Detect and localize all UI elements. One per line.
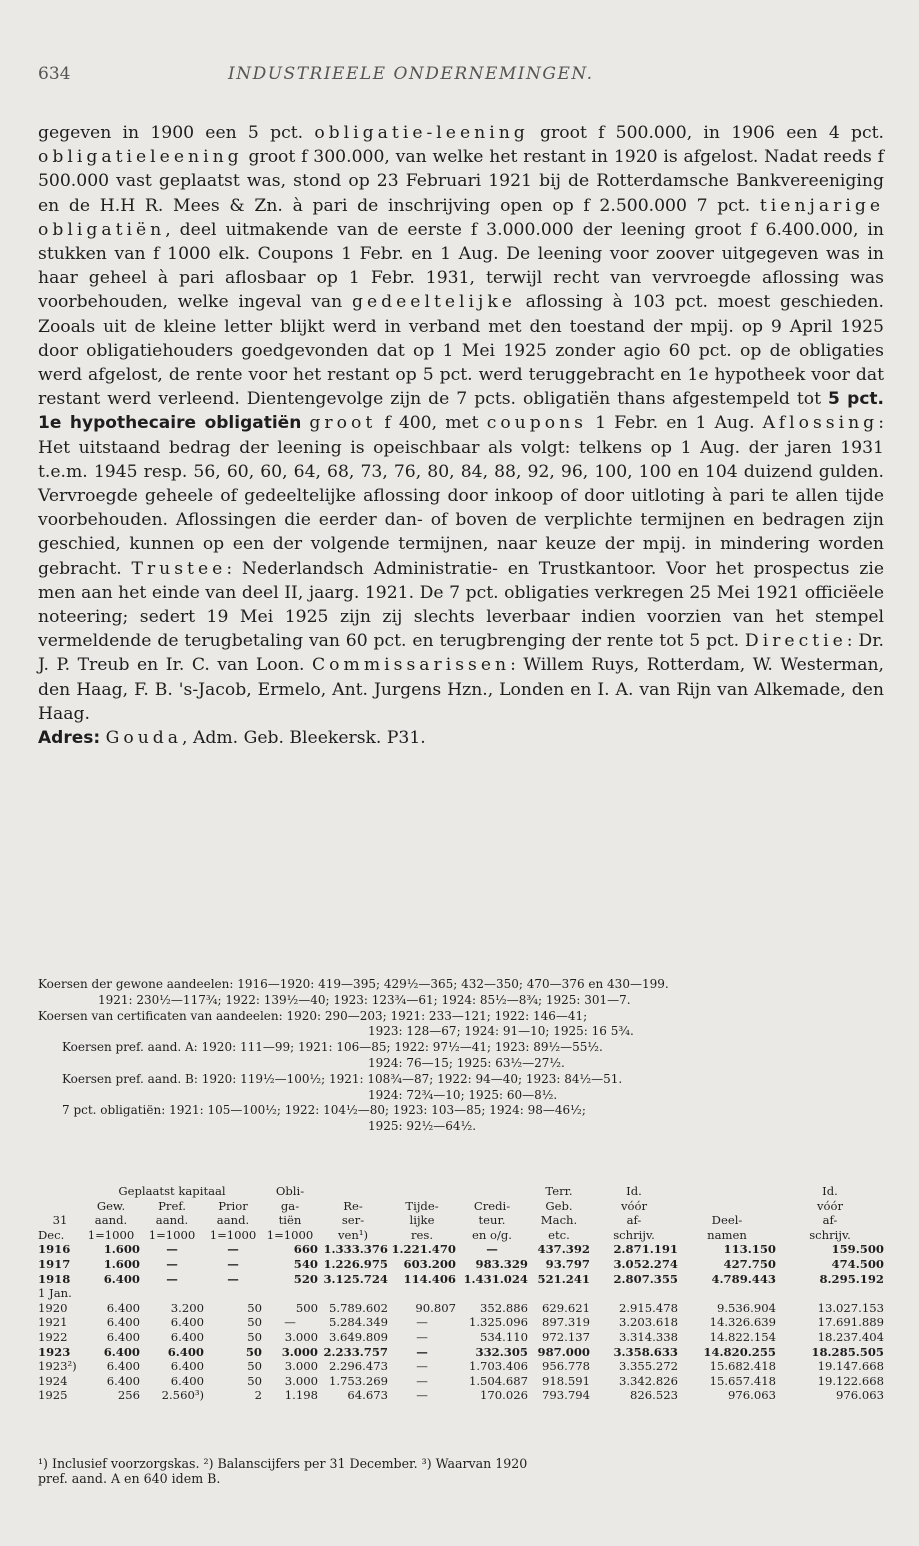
table-cell: 2: [254, 1388, 262, 1403]
table-header-cell: ga-: [280, 1198, 300, 1213]
table-header-cell: Credi-: [473, 1198, 511, 1213]
table-cell: —: [416, 1359, 428, 1374]
spaced-text: Commissarissen: [312, 655, 511, 676]
table-cell: 3.000: [281, 1344, 318, 1359]
table-header-cell: Obli-: [275, 1184, 305, 1198]
table-cell: 50: [247, 1359, 262, 1374]
table-header-cell: Pref.: [158, 1198, 186, 1213]
table-cell: 1.221.470: [391, 1242, 456, 1257]
table-cell: 972.137: [542, 1329, 590, 1344]
table-cell: 13.027.153: [817, 1300, 884, 1315]
text-run: f 400, met: [376, 413, 487, 434]
table-header-cell: 1=1000: [266, 1227, 314, 1242]
table-row: [38, 1257, 884, 1272]
table-cell: 19.122.668: [817, 1373, 884, 1388]
table-header-cell: teur.: [478, 1213, 506, 1228]
table-header-cell: [678, 1184, 776, 1199]
table-year-cell: 1922: [38, 1329, 68, 1344]
table-cell: 9.536.904: [716, 1300, 776, 1315]
table-cell: 540: [293, 1256, 318, 1271]
table-cell: 50: [247, 1300, 262, 1315]
spaced-text: coupons: [486, 413, 587, 434]
spaced-text: obligatieleening: [38, 147, 243, 168]
table-cell: 521.241: [537, 1271, 590, 1286]
table-year-cell: 1925: [38, 1388, 68, 1403]
table-year-cell: 1920: [38, 1300, 68, 1315]
table-cell: —: [166, 1256, 178, 1271]
footnote-line: pref. aand. A en 640 idem B.: [38, 1471, 221, 1487]
table-header-cell: en o/g.: [471, 1227, 512, 1242]
table-cell: 6.400: [167, 1344, 204, 1359]
table-cell: —: [486, 1242, 498, 1257]
table-cell: 918.591: [542, 1373, 590, 1388]
table-header-cell: Dec.: [38, 1227, 65, 1242]
table-cell: 15.657.418: [709, 1373, 776, 1388]
table-header-cell: 1=1000: [209, 1227, 257, 1242]
table-cell: 4.789.443: [711, 1271, 776, 1286]
price-line: 1921: 230½—117¾; 1922: 139½—40; 1923: 123¾—61; 1924: 85½—8¾; 1925: 301—7.: [98, 992, 631, 1007]
text-run: groot f 500.000, in 1906 een 4 pct.: [528, 123, 884, 143]
price-line: Koersen van certificaten van aandeelen: 1920: 290—203; 1921: 233—121; 1922: 146—41;: [38, 1008, 588, 1023]
table-cell: 3.000: [284, 1359, 318, 1374]
table-cell: 6.400: [106, 1359, 140, 1374]
table-header-cell: Deel-: [711, 1213, 743, 1228]
spaced-text: tienjarige obligatiën: [38, 195, 884, 240]
table-row: [38, 1359, 884, 1374]
table-cell: —: [416, 1388, 428, 1403]
table-cell: 2.807.355: [613, 1271, 678, 1286]
table-row: [38, 1330, 884, 1345]
running-title: INDUSTRIEELE ONDERNEMINGEN.: [228, 64, 594, 84]
address-label: Adres:: [38, 728, 101, 749]
table-cell: [318, 1286, 388, 1301]
table-cell: [262, 1286, 318, 1301]
table-cell: 113.150: [723, 1242, 776, 1257]
table-header-cell: [318, 1184, 388, 1199]
body-paragraph: [38, 121, 884, 750]
table-header-cell: Terr.: [545, 1184, 573, 1198]
table-cell: 6.400: [106, 1373, 140, 1388]
table-header-cell: schrijv.: [613, 1227, 655, 1242]
table-cell: —: [166, 1271, 178, 1286]
table-cell: 956.778: [542, 1359, 590, 1374]
price-line: 7 pct. obligatiën: 1921: 105—100½; 1922: 104½—80; 1923: 103—85; 1924: 98—46½;: [62, 1103, 586, 1118]
table-cell: 159.500: [831, 1242, 884, 1257]
table-row: [38, 1272, 884, 1287]
table-cell: 520: [293, 1271, 318, 1286]
table-cell: 6.400: [106, 1315, 140, 1330]
table-cell: 50: [247, 1373, 262, 1388]
table-header-cell: [456, 1184, 528, 1199]
table-year-cell: 1923: [38, 1344, 71, 1359]
price-line: 1924: 76—15; 1925: 63½—27½.: [368, 1055, 565, 1070]
table-header-cell: [38, 1199, 82, 1214]
text-run: 1 Febr. en 1 Aug.: [586, 413, 763, 434]
table-header-cell: af-: [822, 1213, 838, 1228]
table-cell: 983.329: [475, 1256, 528, 1271]
table-cell: 6.400: [106, 1329, 140, 1344]
table-header-cell: lijke: [409, 1213, 435, 1228]
table-row: [38, 1374, 884, 1389]
table-header-cell: Re-: [343, 1198, 363, 1213]
table-cell: —: [416, 1315, 428, 1330]
table-header-row: [38, 1199, 884, 1214]
table-cell: 474.500: [831, 1256, 884, 1271]
spaced-text: Gouda: [105, 728, 183, 749]
table-cell: 8.295.192: [819, 1271, 884, 1286]
table-header-cell: af-: [626, 1213, 642, 1228]
table-cell: 14.822.154: [709, 1329, 776, 1344]
price-line: 1924: 72¾—10; 1925: 60—8½.: [368, 1087, 558, 1102]
table-cell: 93.797: [545, 1256, 590, 1271]
table-cell: 987.000: [537, 1344, 590, 1359]
table-year-cell: 1916: [38, 1242, 71, 1257]
table-year-cell: 1921: [38, 1315, 68, 1330]
table-cell: 793.794: [542, 1388, 590, 1403]
table-cell: 976.063: [728, 1388, 776, 1403]
text-run: : Dr. J. P. Treub en Ir. C. van Loon.: [38, 631, 884, 676]
table-cell: 1.333.376: [323, 1242, 388, 1257]
table-year-cell: 1918: [38, 1271, 71, 1286]
table-header-cell: tiën: [278, 1213, 302, 1228]
table-cell: 114.406: [403, 1271, 456, 1286]
table-cell: 500: [295, 1300, 318, 1315]
table-header-cell: Geb.: [545, 1198, 573, 1213]
table-cell: 3.000: [284, 1329, 318, 1344]
table-cell: 1.600: [103, 1256, 140, 1271]
spaced-text: obligatie-leening: [314, 123, 529, 143]
table-cell: 3.052.274: [613, 1256, 678, 1271]
table-cell: [456, 1286, 528, 1301]
table-header-cell: ven¹): [337, 1227, 369, 1242]
table-cell: 6.400: [170, 1315, 204, 1330]
table-cell: 5.284.349: [328, 1315, 388, 1330]
table-cell: 2.233.757: [323, 1344, 388, 1359]
table-cell: 3.342.826: [618, 1373, 678, 1388]
table-header-cell: [38, 1184, 82, 1199]
table-cell: 6.400: [103, 1344, 140, 1359]
table-row: [38, 1388, 884, 1403]
capital-table: [38, 1184, 884, 1403]
table-header-cell: aand.: [216, 1213, 250, 1228]
table-cell: 6.400: [103, 1271, 140, 1286]
table-year-cell: 1 Jan.: [38, 1286, 72, 1301]
table-header-cell: 31: [52, 1213, 68, 1228]
table-cell: 3.200: [170, 1300, 204, 1315]
text-run: groot f 300.000, van welke het restant in 1920 is afgelost. Nadat reeds f 500.000 vast geplaatst was, stond op 23 Februari 1921 bij de Rotterdamsche Bankvereeniging en de H.H R. Mees & Zn. à pari de inschrijving open op f 2.500.000 7 pct.: [38, 147, 884, 216]
table-cell: 427.750: [723, 1256, 776, 1271]
table-header-row: [38, 1213, 884, 1228]
table-cell: 6.400: [106, 1300, 140, 1315]
table-cell: —: [416, 1329, 428, 1344]
table-cell: 14.820.255: [703, 1344, 776, 1359]
page-number: 634: [38, 64, 71, 84]
text-run: , Adm. Geb. Bleekersk. P31.: [182, 728, 426, 749]
spaced-text: Trustee: [131, 558, 227, 579]
table-cell: 3.649.809: [328, 1329, 388, 1344]
table-cell: 976.063: [836, 1388, 884, 1403]
table-cell: 6.400: [170, 1329, 204, 1344]
table-cell: 19.147.668: [817, 1359, 884, 1374]
table-cell: 18.237.404: [817, 1329, 884, 1344]
table-cell: 2.871.191: [613, 1242, 678, 1257]
table-year-cell: 1917: [38, 1256, 71, 1271]
table-cell: —: [416, 1373, 428, 1388]
table-cell: 1.504.687: [468, 1373, 528, 1388]
table-cell: 64.673: [347, 1388, 388, 1403]
table-header-cell: Id.: [626, 1184, 642, 1198]
table-row: [38, 1242, 884, 1257]
table-cell: —: [166, 1242, 178, 1257]
table-cell: 332.305: [475, 1344, 528, 1359]
table-cell: 1.431.024: [463, 1271, 528, 1286]
table-header-cell: namen: [707, 1227, 747, 1242]
table-row: [38, 1286, 884, 1301]
spaced-text: groot: [309, 413, 377, 434]
table-header-cell: vóór: [816, 1198, 844, 1213]
price-line: 1923: 128—67; 1924: 91—10; 1925: 16 5¾.: [368, 1024, 634, 1039]
table-cell: 50: [245, 1344, 262, 1359]
table-cell: 15.682.418: [709, 1359, 776, 1374]
table-cell: 603.200: [403, 1256, 456, 1271]
table-cell: 629.621: [542, 1300, 590, 1315]
table-header-cell: Geplaatst kapitaal: [118, 1184, 226, 1198]
table-cell: 1.600: [103, 1242, 140, 1257]
table-cell: [82, 1286, 140, 1301]
table-cell: 437.392: [537, 1242, 590, 1257]
table-row: [38, 1345, 884, 1360]
text-run: : Willem Ruys, Rotterdam, W. Westerman, den Haag, F. B. 's-Jacob, Ermelo, Ant. Jurgens Hzn., Londen en I. A. van Rijn van Alkemade, den Haag.: [38, 655, 885, 724]
table-cell: 90.807: [415, 1300, 456, 1315]
table-cell: 50: [247, 1329, 262, 1344]
table-cell: 14.326.639: [709, 1315, 776, 1330]
table-year-cell: 1924: [38, 1373, 68, 1388]
footnote-line: ¹) Inclusief voorzorgskas. ²) Balanscijfers per 31 December. ³) Waarvan 1920: [38, 1456, 528, 1471]
table-header-cell: Mach.: [540, 1213, 578, 1228]
page-header: [38, 64, 884, 88]
table-cell: 1.198: [284, 1388, 318, 1403]
table-cell: 6.400: [170, 1373, 204, 1388]
table-header-cell: aand.: [94, 1213, 128, 1228]
bold-text: 5 pct. 1e hypothecaire obligatiën: [38, 389, 885, 434]
table-header-cell: Prior: [218, 1198, 248, 1213]
table-header-cell: Id.: [822, 1184, 838, 1198]
table-cell: 18.285.505: [811, 1344, 884, 1359]
table-cell: 17.691.889: [817, 1315, 884, 1330]
text-run: gegeven in 1900 een 5 pct.: [38, 123, 315, 143]
table-header-cell: Tijde-: [405, 1198, 439, 1213]
table-cell: 1.325.096: [468, 1315, 528, 1330]
table-cell: [776, 1286, 884, 1301]
table-cell: 2.296.473: [328, 1359, 388, 1374]
table-cell: [388, 1286, 456, 1301]
table-year-cell: 1923²): [38, 1359, 77, 1374]
table-cell: 1.226.975: [323, 1256, 388, 1271]
table-cell: 6.400: [170, 1359, 204, 1374]
table-cell: —: [227, 1271, 239, 1286]
table-cell: 3.203.618: [618, 1315, 678, 1330]
table-cell: 5.789.602: [328, 1300, 388, 1315]
table-header-cell: [388, 1184, 456, 1199]
table-cell: [140, 1286, 204, 1301]
text-run: : Het uitstaand bedrag der leening is opeischbaar als volgt: telkens op 1 Aug. der jaren 1931 t.e.m. 1945 resp. 56, 60, 60, 64, 68, 73, 76, 80, 84, 88, 92, 96, 100, 100 en 104 duizend gulden. Vervroegde geheele of gedeeltelijke aflossing door inkoop of door uitloting à pari te allen tijde voorbehouden. Aflossingen die eerder dan- of boven de verplichte termijnen en bedragen zijn geschied, kunnen op een der volgende termijnen, naar keuze der mpij. in mindering worden gebracht.: [38, 413, 884, 579]
table-cell: 2.560³): [161, 1388, 204, 1403]
table-cell: [678, 1286, 776, 1301]
price-line: 1925: 92½—64½.: [368, 1119, 477, 1134]
table-cell: 256: [117, 1388, 140, 1403]
table-header-row: [38, 1228, 884, 1243]
table-cell: [204, 1286, 262, 1301]
table-header-cell: 1=1000: [148, 1227, 196, 1242]
table-body: [38, 1242, 884, 1403]
price-history: [38, 977, 884, 1135]
spaced-text: gedeeltelijke: [351, 292, 516, 313]
spaced-text: Aflossing: [762, 413, 879, 434]
table-cell: 3.125.724: [323, 1271, 388, 1286]
table-cell: 2.915.478: [618, 1300, 678, 1315]
text-run: : Nederlandsch Administratie- en Trustkantoor. Voor het prospectus zie men aan het einde van deel II, jaarg. 1921. De 7 pct. obligaties verkregen 25 Mei 1921 officiëele noteering; sedert 19 Mei 1925 zijn zij slechts leverbaar indien voorzien van het stempel vermeldende de terugbetaling van 60 pct. en terugbrenging der rente tot 5 pct.: [38, 558, 884, 652]
price-line: Koersen der gewone aandeelen: 1916—1920: 419—395; 429½—365; 432—350; 470—376 en 430—199.: [38, 977, 669, 991]
table-cell: 1.753.269: [328, 1373, 388, 1388]
table-cell: 352.886: [480, 1300, 528, 1315]
table-row: [38, 1315, 884, 1330]
table-cell: 897.319: [542, 1315, 590, 1330]
text-run: aflossing à 103 pct. moest geschieden. Zooals uit de kleine letter blijkt werd in verband met den toestand der mpij. op 9 April 1925 door obligatiehouders goedgevonden dat op 1 Mei 1925 zonder agio 60 pct. op de obligaties werd afgelost, de rente voor het restant op 5 pct. werd teruggebracht en 1e hypotheek voor dat restant werd verleend. Dientengevolge zijn de 7 pcts. obligatiën thans afgestempeld tot: [38, 292, 885, 410]
spaced-text: Directie: [744, 631, 847, 652]
table-header-cell: ser-: [341, 1213, 365, 1228]
table-cell: 826.523: [630, 1388, 678, 1403]
table-header-cell: 1=1000: [87, 1227, 135, 1242]
table-header-cell: res.: [410, 1227, 434, 1242]
table-row: [38, 1301, 884, 1316]
table-cell: 1.703.406: [468, 1359, 528, 1374]
table-header-cell: aand.: [155, 1213, 189, 1228]
table-header-cell: etc.: [548, 1227, 570, 1242]
table-cell: 3.355.272: [618, 1359, 678, 1374]
table-cell: 534.110: [480, 1329, 528, 1344]
table-header-cell: vóór: [620, 1198, 648, 1213]
table-cell: —: [416, 1344, 428, 1359]
table-cell: —: [227, 1256, 239, 1271]
table-cell: 3.000: [284, 1373, 318, 1388]
table-cell: [590, 1286, 678, 1301]
table-header-cell: schrijv.: [809, 1227, 851, 1242]
table-header-cell: Gew.: [96, 1198, 126, 1213]
footnote: [38, 1456, 884, 1487]
table-cell: 660: [293, 1242, 318, 1257]
table-cell: 3.314.338: [618, 1329, 678, 1344]
table-cell: 50: [247, 1315, 262, 1330]
table-cell: —: [227, 1242, 239, 1257]
table-cell: 170.026: [480, 1388, 528, 1403]
table-header-cell: [678, 1199, 776, 1214]
table-cell: —: [284, 1315, 296, 1330]
table-cell: [528, 1286, 590, 1301]
table-header-row: [38, 1184, 884, 1199]
price-line: Koersen pref. aand. A: 1920: 111—99; 1921: 106—85; 1922: 97½—41; 1923: 89½—55½.: [62, 1040, 603, 1055]
price-line: Koersen pref. aand. B: 1920: 119½—100½; 1921: 108¾—87; 1922: 94—40; 1923: 84½—51.: [62, 1071, 623, 1086]
text-run: , deel uitmakende van de eerste f 3.000.000 der leening groot f 6.400.000, in stukken van f 1000 elk. Coupons 1 Febr. en 1 Aug. De leening voor zoover uitgegeven was in haar geheel à pari aflosbaar op 1 Febr. 1931, terwijl recht van vervroegde aflossing was voorbehouden, welke ingeval van: [38, 219, 884, 313]
table-cell: 3.358.633: [613, 1344, 678, 1359]
